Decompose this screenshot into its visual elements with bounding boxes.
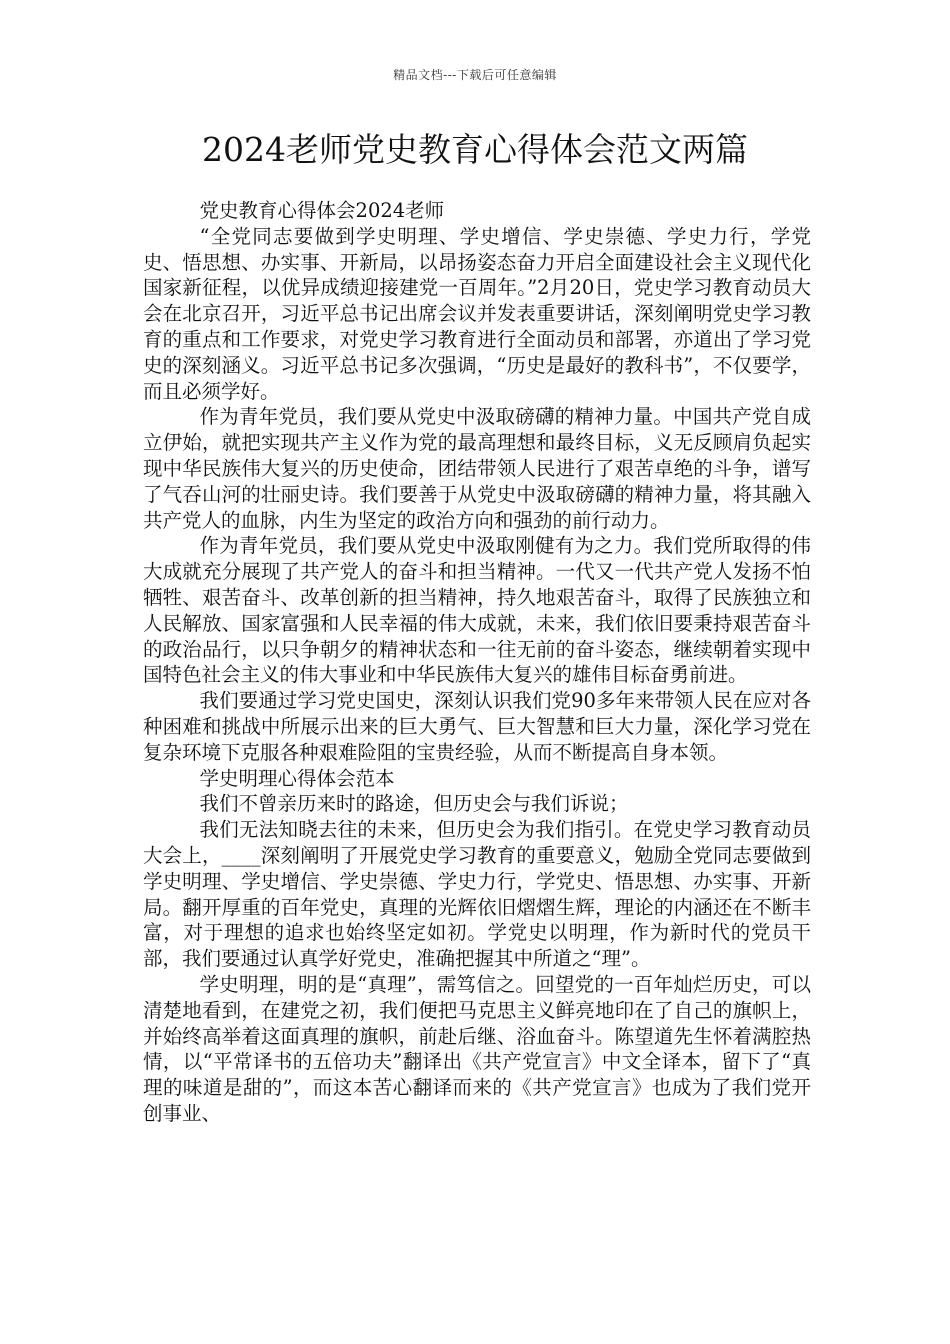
document-title: 2024老师党史教育心得体会范文两篇 — [202, 130, 748, 169]
document-body — [143, 198, 811, 1127]
section-heading: 党史教育心得体会2024老师 — [199, 199, 445, 222]
body-paragraph: 作为青年党员，我们要从党史中汲取磅礴的精神力量。中国共产党自成立伊始，就把实现共产主义作为党的最高理想和最终目标，义无反顾肩负起实现中华民族伟大复兴的历史使命，团结带领人民进行了艰苦卓绝的斗争，谱写了气吞山河的壮丽史诗。我们要善于从党史中汲取磅礴的精神力量，将其融入共产党人的血脉，内生为坚定的政治方向和强劲的前行动力。 — [143, 405, 811, 532]
body-paragraph: 学史明理，明的是“真理”，需笃信之。回望党的一百年灿烂历史，可以清楚地看到，在建党之初，我们便把马克思主义鲜亮地印在了自己的旗帜上，并始终高举着这面真理的旗帜，前赴后继、浴血奋斗。陈望道先生怀着满腔热情，以“平常译书的五倍功夫”翻译出《共产党宣言》中文全译本，留下了“真理的味道是甜的”，而这本苦心翻译而来的《共产党宣言》也成为了我们党开创事业、 — [143, 972, 811, 1125]
body-paragraph: 我们不曾亲历来时的路途，但历史会与我们诉说； — [199, 792, 629, 816]
body-paragraph: 我们无法知晓去往的未来，但历史会为我们指引。在党史学习教育动员大会上，____深刻阐明了开展党史学习教育的重要意义，勉励全党同志要做到学史明理、学史增信、学史崇德、学史力行，学党史、悟思想、办实事、开新局。翻开厚重的百年党史，真理的光辉依旧熠熠生辉，理论的内涵还在不断丰富，对于理想的追求也始终坚定如初。学党史以明理，作为新时代的党员干部，我们要通过认真学好党史，准确把握其中所道之“理”。 — [143, 818, 811, 971]
body-paragraph: “全党同志要做到学史明理、学史增信、学史崇德、学史力行，学党史、悟思想、办实事、开新局，以昂扬姿态奋力开启全面建设社会主义现代化国家新征程，以优异成绩迎接建党一百周年。”2月20日，党史学习教育动员大会在北京召开，习近平总书记出席会议并发表重要讲话，深刻阐明党史学习教育的重点和工作要求，对党史学习教育进行全面动员和部署，亦道出了学习党史的深刻涵义。习近平总书记多次强调，“历史是最好的教科书”，不仅要学，而且必须学好。 — [143, 224, 811, 403]
header-note: 精品文档---下载后可任意编辑 — [393, 68, 557, 82]
body-paragraph: 作为青年党员，我们要从党史中汲取刚健有为之力。我们党所取得的伟大成就充分展现了共产党人的奋斗和担当精神。一代又一代共产党人发扬不怕牺牲、艰苦奋斗、改革创新的担当精神，持久地艰苦奋斗，取得了民族独立和人民解放、国家富强和人民幸福的伟大成就，未来，我们依旧要秉持艰苦奋斗的政治品行，以只争朝夕的精神状态和一往无前的奋斗姿态，继续朝着实现中国特色社会主义的伟大事业和中华民族伟大复兴的雄伟目标奋勇前进。 — [143, 534, 811, 687]
body-paragraph: 我们要通过学习党史国史，深刻认识我们党90多年来带领人民在应对各种困难和挑战中所展示出来的巨大勇气、巨大智慧和巨大力量，深化学习党在复杂环境下克服各种艰难险阻的宝贵经验，从而不断提高自身本领。 — [143, 689, 811, 764]
section-heading: 学史明理心得体会范本 — [199, 766, 395, 790]
